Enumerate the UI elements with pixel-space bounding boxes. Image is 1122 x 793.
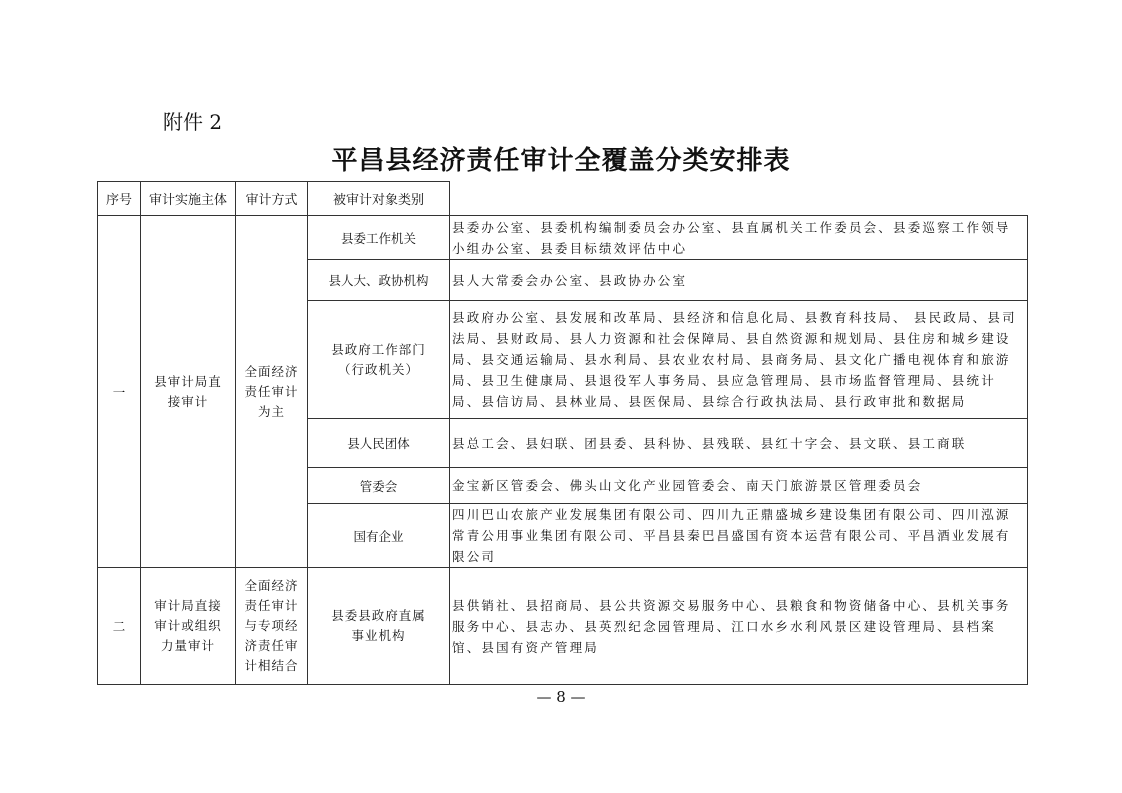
audit-method: 全面经济责任审计为主 bbox=[236, 216, 308, 568]
target-list: 县委办公室、县委机构编制委员会办公室、县直属机关工作委员会、县委巡察工作领导小组办公室、县委目标绩效评估中心 bbox=[450, 216, 1028, 260]
category: 管委会 bbox=[308, 468, 450, 504]
audit-table bbox=[97, 181, 1028, 685]
audit-subject: 审计局直接审计或组织力量审计 bbox=[141, 568, 236, 685]
target-list: 县人大常委会办公室、县政协办公室 bbox=[450, 260, 1028, 301]
table-row bbox=[98, 216, 1028, 260]
header-targets: 被审计对象类别 bbox=[308, 182, 450, 216]
category: 县政府工作部门（行政机关） bbox=[308, 301, 450, 419]
category: 县委县政府直属事业机构 bbox=[308, 568, 450, 685]
header-no: 序号 bbox=[98, 182, 141, 216]
group-number: 一 bbox=[98, 216, 141, 568]
audit-method: 全面经济责任审计与专项经济责任审计相结合 bbox=[236, 568, 308, 685]
target-list: 县供销社、县招商局、县公共资源交易服务中心、县粮食和物资储备中心、县机关事务服务中心、县志办、县英烈纪念园管理局、江口水乡水利风景区建设管理局、县档案馆、县国有资产管理局 bbox=[450, 568, 1028, 685]
category: 国有企业 bbox=[308, 504, 450, 568]
category: 县委工作机关 bbox=[308, 216, 450, 260]
document-title: 平昌县经济责任审计全覆盖分类安排表 bbox=[331, 146, 791, 176]
table-row bbox=[98, 568, 1028, 685]
group-number: 二 bbox=[98, 568, 141, 685]
page-number: — 8 — bbox=[536, 688, 586, 706]
audit-subject: 县审计局直接审计 bbox=[141, 216, 236, 568]
header-subject: 审计实施主体 bbox=[141, 182, 236, 216]
target-list: 县总工会、县妇联、团县委、县科协、县残联、县红十字会、县文联、县工商联 bbox=[450, 419, 1028, 468]
category: 县人大、政协机构 bbox=[308, 260, 450, 301]
attachment-label: 附件 2 bbox=[163, 110, 223, 134]
target-list: 金宝新区管委会、佛头山文化产业园管委会、南天门旅游景区管理委员会 bbox=[450, 468, 1028, 504]
header-method: 审计方式 bbox=[236, 182, 308, 216]
category: 县人民团体 bbox=[308, 419, 450, 468]
target-list: 县政府办公室、县发展和改革局、县经济和信息化局、县教育科技局、 县民政局、县司法局、县财政局、县人力资源和社会保障局、县自然资源和规划局、县住房和城乡建设局、县交通运输局、县水利局、县农业农村局、县商务局、县文化广播电视体育和旅游局、县卫生健康局、县退役军人事务局、县应急管理局、县市场监督管理局、县统计局、县信访局、县林业局、县医保局、县综合行政执法局、县行政审批和数据局 bbox=[450, 301, 1028, 419]
target-list: 四川巴山农旅产业发展集团有限公司、四川九正鼎盛城乡建设集团有限公司、四川泓源常青公用事业集团有限公司、平昌县秦巴昌盛国有资本运营有限公司、平昌酒业发展有限公司 bbox=[450, 504, 1028, 568]
table-header bbox=[98, 182, 1028, 216]
